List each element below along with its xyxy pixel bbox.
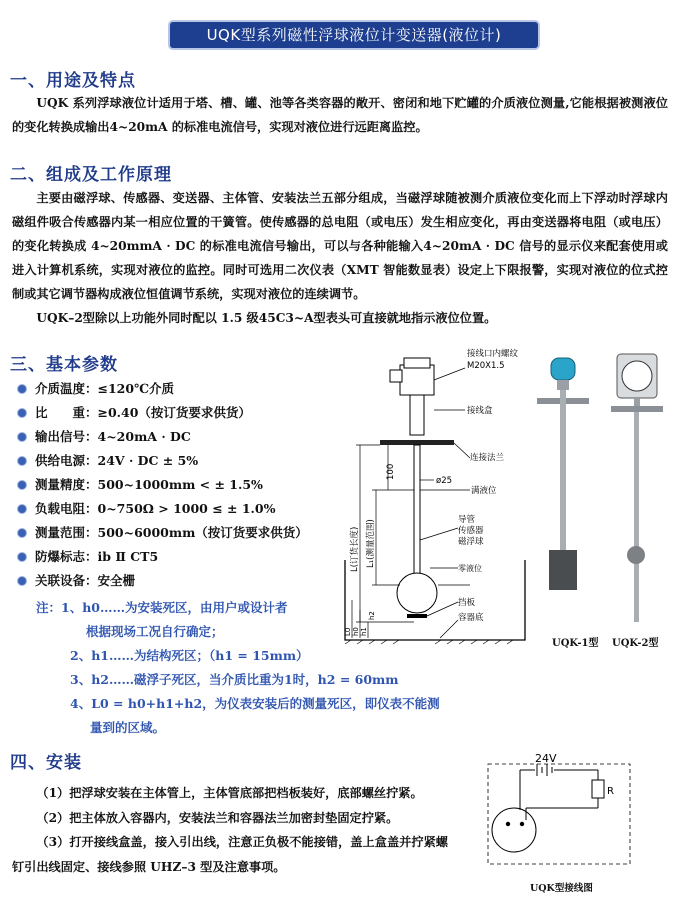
note-line: 根据现场工况自行确定；: [86, 624, 224, 639]
caption-uqk1: UQK-1型: [552, 638, 599, 649]
section-heading-principle: 二、组成及工作原理: [10, 165, 172, 185]
param-item: [18, 377, 308, 401]
label-thread-size: M20X1.5: [467, 361, 505, 371]
bullet-icon: [18, 385, 26, 393]
section-heading-params: 三、基本参数: [10, 355, 118, 375]
bullet-icon: [18, 457, 26, 465]
label-guide: 导管: [458, 515, 476, 525]
label-h0: h0: [352, 627, 360, 636]
terminal-dot: [506, 822, 510, 826]
param-item: [18, 545, 308, 569]
param-text: 比 重：≥0.40（按订货要求供货）: [35, 405, 251, 420]
param-item: [18, 497, 308, 521]
product-photos: [535, 340, 670, 635]
param-text: 测量精度：500~1000mm < ± 1.5%: [35, 477, 263, 492]
label-measure-range: L₁(测量范围): [366, 519, 376, 568]
page-title: UQK型系列磁性浮球液位计变送器(液位计): [170, 22, 538, 48]
principle-text: 主要由磁浮球、传感器、变送器、主体管、安装法兰五部分组成，当磁浮球随被测介质液位变化而上下浮动时浮球内磁组件吸合传感器内某一相应位置的干簧管。使传感器的总电阻（或电压）发生相应变化，再由变送器将电阻（或电压）的变化转换成 4~20mmA · DC 的标准电流信号输出，可以与各种能输入4~20mA · DC 信号的显示仪来配套使用或进入计算机系统，实现对液位的监控。同时可选用二次仪表（XMT 智能数显表）设定上下限报警，实现对液位的位式控制或其它调节器构成液位恒值调节系统，实现对液位的连续调节。: [12, 191, 668, 301]
note-line: 量到的区域。: [90, 720, 166, 735]
wiring-resistor-label: R: [607, 786, 614, 797]
install-steps: [12, 781, 448, 879]
label-float: 磁浮球: [458, 537, 484, 547]
bullet-icon: [18, 553, 26, 561]
float-ball: [397, 573, 437, 613]
wiring-voltage: 24V: [535, 752, 557, 765]
wiring-dashed-frame: [488, 764, 630, 864]
junction-box: [390, 358, 434, 435]
param-item: [18, 401, 308, 425]
usage-paragraph: [12, 91, 668, 139]
param-text: 介质温度：≤120℃介质: [35, 381, 175, 396]
label-diameter: ø25: [436, 476, 453, 486]
install-step: （2）把主体放入容器内，安装法兰和容器法兰加密封垫固定拧紧。: [36, 810, 399, 825]
principle-paragraph: [12, 186, 668, 330]
note-line: 3、h2……磁浮子死区，当介质比重为1时，h2 = 60mm: [70, 672, 399, 687]
bullet-icon: [18, 433, 26, 441]
note-line: 注：1、h0……为安装死区，由用户或设计者: [36, 600, 288, 615]
param-text: 输出信号：4~20mA · DC: [35, 429, 191, 444]
param-item: [18, 425, 308, 449]
param-text: 防爆标志：ib Ⅱ CT5: [35, 549, 159, 564]
label-zero-level: 零液位: [458, 564, 482, 573]
wiring-lines: [520, 764, 604, 820]
label-box: 接线盒: [467, 406, 493, 416]
wiring-diagram: [480, 750, 640, 880]
param-item: [18, 569, 308, 593]
label-sensor: 传感器: [458, 526, 484, 536]
param-item: [18, 449, 308, 473]
wiring-caption: UQK型接线图: [530, 883, 593, 894]
bullet-icon: [18, 481, 26, 489]
section-heading-usage: 一、用途及特点: [10, 71, 136, 91]
label-h2: h2: [368, 611, 376, 620]
label-dim-100: 100: [386, 463, 396, 480]
label-thread: 接线口内螺纹: [467, 349, 519, 359]
dimension-diagram: [330, 340, 535, 645]
usage-text: UQK 系列浮球液位计适用于塔、槽、罐、池等各类容器的敞开、密闭和地下贮罐的介质液位测量,它能根据被测液位的变化转换成输出4~20mA 的标准电流信号，实现对液位进行远距离监控。: [12, 96, 668, 134]
flange-plate: [380, 440, 454, 445]
param-item: [18, 521, 308, 545]
param-text: 关联设备：安全栅: [35, 573, 136, 588]
label-L0: L0: [344, 627, 352, 636]
label-full-level: 满液位: [471, 486, 497, 496]
install-step: （3）打开接线盒盖，接入引出线，注意正负极不能接错，盖上盒盖并拧紧螺钉引出线固定、接线参照 UHZ–3 型及注意事项。: [12, 835, 448, 874]
terminal-dot: [520, 822, 524, 826]
bullet-icon: [18, 577, 26, 585]
param-text: 负载电阻：0~750Ω > 1000 ≤ ± 1.0%: [35, 501, 276, 516]
label-order-length: L(订货长度): [350, 526, 360, 572]
label-bottom: 容器底: [458, 613, 484, 623]
caption-uqk2: UQK-2型: [612, 638, 659, 649]
bullet-icon: [18, 529, 26, 537]
install-step: （1）把浮球安装在主体管上，主体管底部把档板装好，底部螺丝拧紧。: [36, 786, 423, 800]
principle-text-uqk2: UQK–2型除以上功能外同时配以 1.5 级45C3~A型表头可直接就地指示液位位置。: [36, 311, 497, 325]
param-text: 供给电源：24V · DC ± 5%: [35, 453, 199, 468]
terminal-circle: [492, 808, 536, 852]
uqk1-product-image: [537, 358, 589, 590]
parameter-list: [18, 377, 308, 593]
label-plate: 挡板: [458, 598, 476, 608]
bullet-icon: [18, 505, 26, 513]
note-line: 4、L0 = h0+h1+h2，为仪表安装后的测量死区，即仪表不能测: [70, 696, 440, 711]
label-flange: 连接法兰: [470, 453, 505, 463]
section-heading-install: 四、安装: [10, 753, 82, 773]
param-item: [18, 473, 308, 497]
label-h1: h1: [360, 627, 368, 636]
note-line: 2、h1……为结构死区；（h1 = 15mm）: [70, 648, 309, 663]
bullet-icon: [18, 409, 26, 417]
param-text: 测量范围：500~6000mm（按订货要求供货）: [35, 525, 308, 540]
uqk2-product-image: [611, 354, 663, 622]
stopper-plate: [407, 614, 427, 618]
